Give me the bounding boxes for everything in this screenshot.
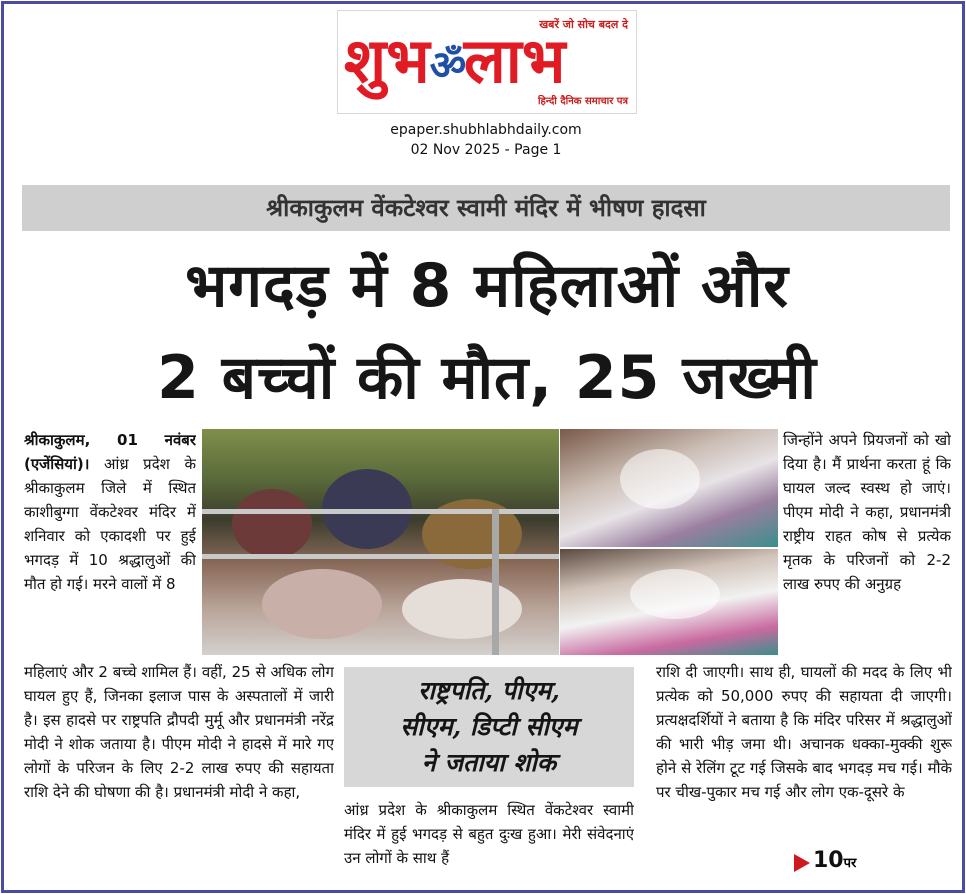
story-kicker: श्रीकाकुलम वेंकटेश्वर स्वामी मंदिर में भीषण हादसा [22, 185, 950, 231]
continued-suffix: पर [843, 856, 857, 871]
masthead [337, 10, 637, 114]
headline-line-1: भगदड़ में 8 महिलाओं और [185, 251, 789, 321]
column-right-top: जिन्होंने अपने प्रियजनों को खो दिया है। मैं प्रार्थना करता हूं कि घायल जल्द स्वस्थ हो जाएं। पीएम मोदी ने कहा, प्रधानमंत्री राष्ट्रीय राहत कोष से प्रत्येक मृतक के परिजनों को 2-2 लाख रुपए की अनुग्रह [783, 431, 951, 593]
continued-page-number: 10 [813, 848, 844, 873]
hospital-photo-top [560, 429, 778, 547]
masthead-tagline: खबरें जो सोच बदल दे [539, 18, 628, 31]
ganesha-icon: ॐ [429, 42, 467, 89]
stampede-photo [202, 429, 559, 655]
column-left-top [24, 428, 196, 656]
pull-quote-line-1: राष्ट्रपति, पीएम, [418, 676, 560, 705]
headline-line-2: 2 बच्चों की मौत, 25 जख्मी [157, 343, 817, 413]
column-bottom-left: महिलाएं और 2 बच्चे शामिल हैं। वहीं, 25 से अधिक लोग घायल हुए हैं, जिनका इलाज पास के अस्पतालों में जारी है। इस हादसे पर राष्ट्रपति द्रौपदी मुर्मू और प्रधानमंत्री नरेंद्र मोदी ने शोक जताया है। पीएम मोदी ने हादसे में मारे गए लोगों के परिजन के लिए 2-2 लाख रुपए की सहायता राशि देने की घोषणा की है। प्रधानमंत्री मोदी ने कहा, [24, 663, 334, 801]
newspaper-logo [344, 23, 626, 99]
masthead-subtagline: हिन्दी दैनिक समाचार पत्र [537, 96, 628, 107]
hospital-photo-bottom [560, 549, 778, 655]
continued-on-page[interactable] [794, 848, 856, 873]
pull-quote-line-3: ने जताया शोक [421, 748, 557, 777]
logo-left-text: शुभ [344, 24, 430, 97]
column-left-body: आंध्र प्रदेश के श्रीकाकुलम जिले में स्थित काशीबुग्गा वेंकटेश्वर मंदिर में शनिवार को एकादशी पर हुई भगदड़ में 10 श्रद्धालुओं की मौत हो गई। मरने वालों में 8 [24, 455, 196, 593]
arrow-right-icon [794, 854, 810, 872]
epaper-url: epaper.shubhlabhdaily.com [390, 122, 582, 138]
page-frame [1, 1, 965, 893]
logo-right-text: लाभ [463, 24, 566, 97]
pull-quote-line-2: सीएम, डिप्टी सीएम [400, 712, 578, 741]
edition-date-page: 02 Nov 2025 - Page 1 [410, 142, 562, 158]
dateline: श्रीकाकुलम, 01 नवंबर (एजेंसियां)। [24, 431, 196, 473]
column-bottom-right: राशि दी जाएगी। साथ ही, घायलों की मदद के लिए भी प्रत्येक को 50,000 रुपए की सहायता दी जाएगी। प्रत्यक्षदर्शियों ने बताया है कि मंदिर परिसर में श्रद्धालुओं की भारी भीड़ जमा थी। अचानक धक्का-मुक्की शुरू होने से रेलिंग टूट गई जिसके बाद भगदड़ मच गई। मौके पर चीख-पुकार मच गई और लोग एक-दूसरे के [656, 663, 952, 801]
pull-quote-box [344, 667, 634, 787]
column-bottom-middle: आंध्र प्रदेश के श्रीकाकुलम स्थित वेंकटेश्वर स्वामी मंदिर में हुई भगदड़ से बहुत दुःख हुआ। मेरी संवेदनाएं उन लोगों के साथ हैं [344, 801, 634, 867]
